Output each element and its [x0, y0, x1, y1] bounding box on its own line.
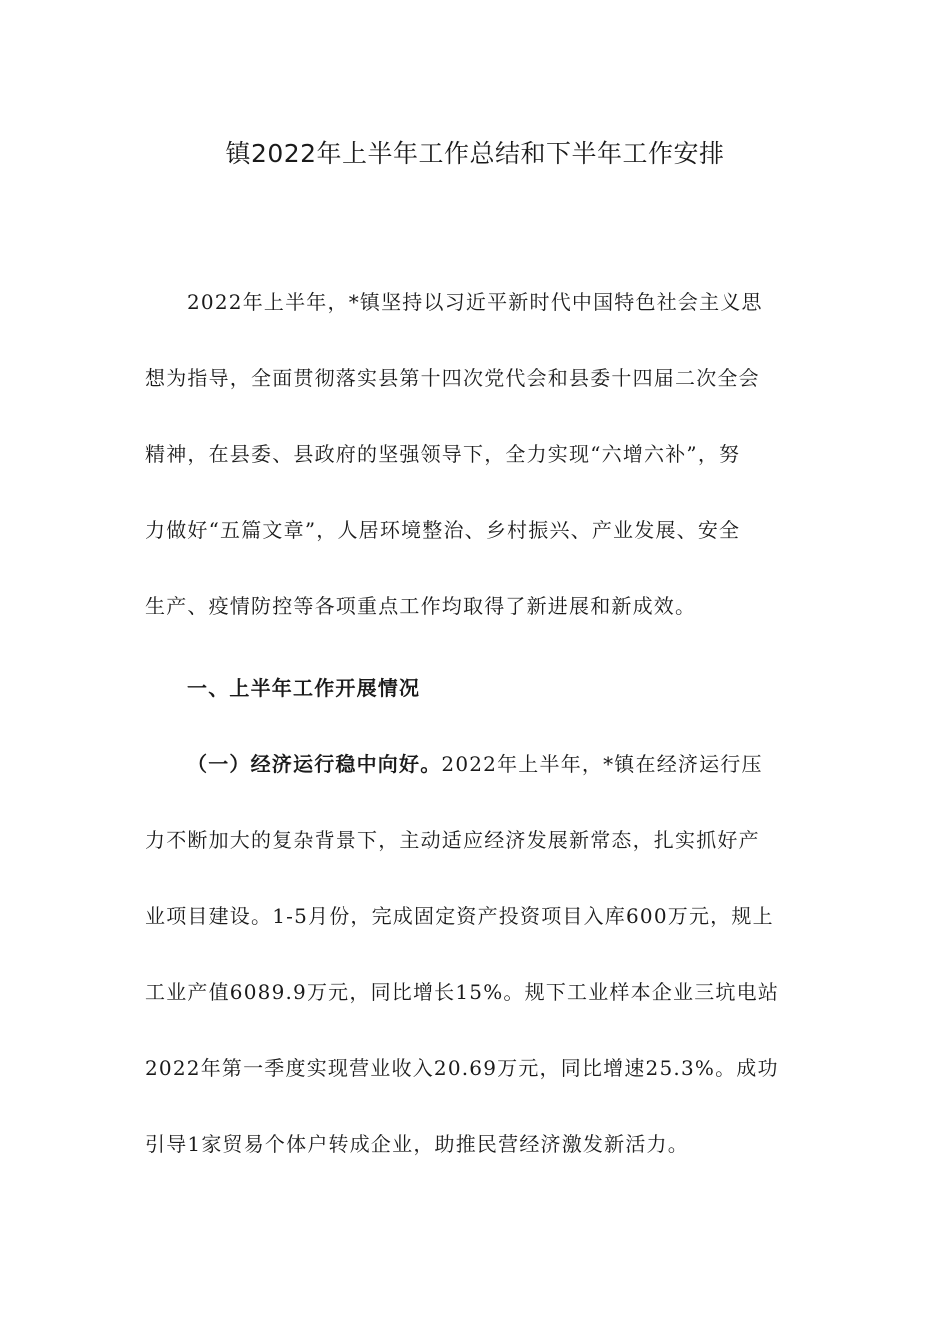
paragraph-line: 2022年上半年，*镇坚持以习近平新时代中国特色社会主义思 [187, 290, 763, 314]
document-title: 镇2022年上半年工作总结和下半年工作安排 [225, 139, 725, 168]
subsection-lead-text: 2022年上半年，*镇在经济运行压 [441, 752, 763, 776]
paragraph-line: 力不断加大的复杂背景下，主动适应经济发展新常态，扎实抓好产 [145, 828, 760, 852]
paragraph-line: 想为指导，全面贯彻落实县第十四次党代会和县委十四届二次全会 [145, 366, 760, 390]
paragraph-line: 工业产值6089.9万元，同比增长15%。规下工业样本企业三坑电站 [145, 980, 780, 1004]
intro-paragraph [145, 280, 805, 660]
subsection-paragraph [145, 742, 805, 1198]
paragraph-line: 引导1家贸易个体户转成企业，助推民营经济激发新活力。 [145, 1132, 689, 1156]
section-heading: 一、上半年工作开展情况 [187, 676, 421, 700]
paragraph-line: 生产、疫情防控等各项重点工作均取得了新进展和新成效。 [145, 594, 697, 618]
paragraph-line: 力做好“五篇文章”，人居环境整治、乡村振兴、产业发展、安全 [145, 518, 741, 542]
paragraph-line [145, 742, 805, 818]
subsection-heading: （一）经济运行稳中向好。 [187, 752, 442, 776]
paragraph-line: 2022年第一季度实现营业收入20.69万元，同比增速25.3%。成功 [145, 1056, 779, 1080]
paragraph-line: 精神，在县委、县政府的坚强领导下，全力实现“六增六补”，努 [145, 442, 741, 466]
paragraph-line: 业项目建设。1-5月份，完成固定资产投资项目入库600万元，规上 [145, 904, 774, 928]
